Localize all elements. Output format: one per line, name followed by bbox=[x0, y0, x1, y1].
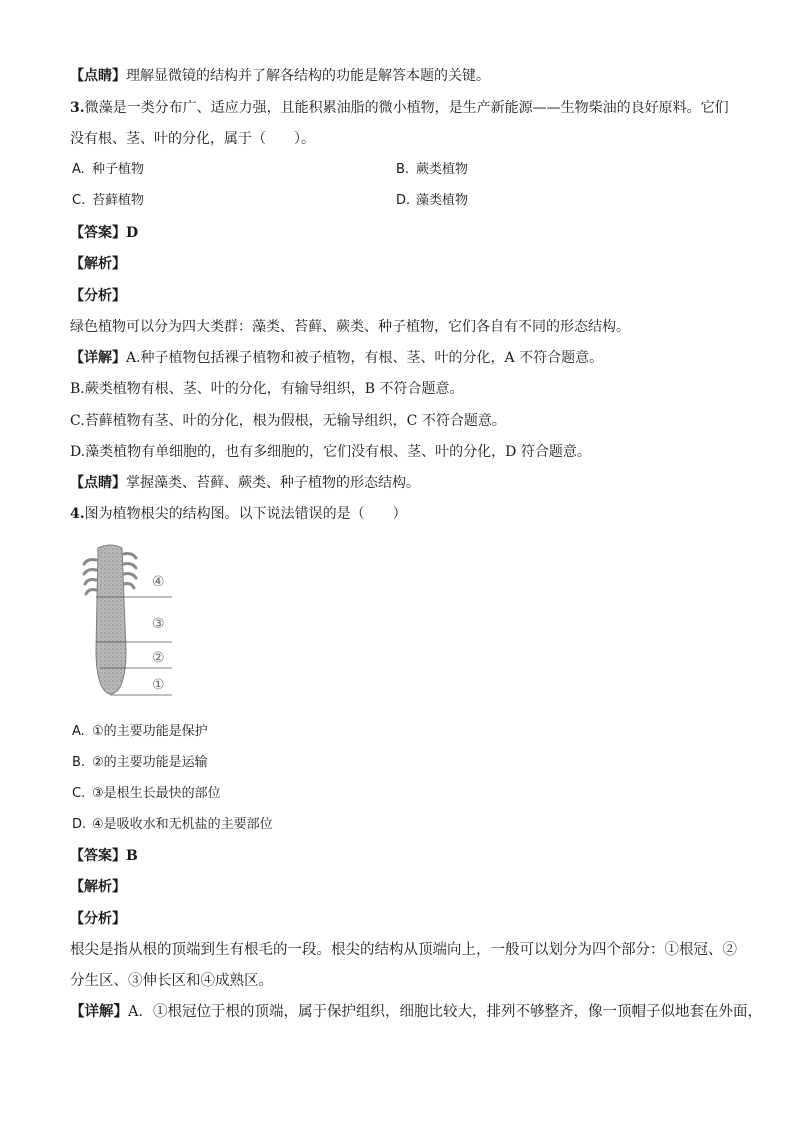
fenxi-text: 绿色植物可以分为四大类群：藻类、苔藓、蕨类、种子植物，它们各自有不同的形态结构。 bbox=[70, 319, 630, 335]
option-letter: D. bbox=[396, 193, 411, 208]
key-point-tag: 【点睛】 bbox=[70, 68, 126, 84]
root-tip-diagram bbox=[80, 540, 200, 705]
detail-a bbox=[70, 1002, 762, 1022]
option-d bbox=[396, 191, 468, 211]
detail-tag: 【详解】 bbox=[70, 1003, 128, 1020]
option-c bbox=[72, 191, 144, 211]
fenxi-text-line2: 分生区、③伸长区和④成熟区。 bbox=[70, 973, 273, 989]
root-body bbox=[96, 545, 126, 694]
option-text: ②的主要功能是运输 bbox=[92, 755, 208, 770]
option-text: 蕨类植物 bbox=[416, 162, 469, 177]
previous-key-point bbox=[70, 66, 730, 86]
label-zone-2: ② bbox=[152, 650, 165, 666]
option-letter: B. bbox=[396, 162, 410, 177]
option-letter: A. bbox=[72, 724, 85, 739]
answer-line bbox=[70, 846, 730, 866]
option-a bbox=[72, 160, 144, 180]
option-text: 种子植物 bbox=[92, 162, 145, 177]
question-4-stem bbox=[70, 504, 730, 524]
detail-text: A．①根冠位于根的顶端，属于保护组织，细胞比较大，排列不够整齐，像一顶帽子似地套在外面， bbox=[128, 1004, 762, 1020]
question-3-stem-line2: 没有根、茎、叶的分化，属于（ ）。 bbox=[70, 131, 315, 147]
option-b bbox=[72, 753, 208, 773]
question-number: 4. bbox=[70, 506, 85, 522]
option-text: ①的主要功能是保护 bbox=[92, 724, 208, 739]
option-letter: D. bbox=[72, 817, 87, 832]
answer-value: B bbox=[126, 848, 138, 864]
key-point-text: 掌握藻类、苔藓、蕨类、种子植物的形态结构。 bbox=[126, 475, 420, 491]
answer-line bbox=[70, 223, 730, 243]
detail-tag: 【详解】 bbox=[70, 350, 126, 366]
option-letter: B. bbox=[72, 755, 86, 770]
analysis-heading: 【解析】 bbox=[70, 256, 126, 272]
key-point-tag: 【点睛】 bbox=[70, 475, 126, 491]
question-number: 3. bbox=[70, 100, 85, 116]
option-a bbox=[72, 722, 208, 742]
detail-d: D.藻类植物有单细胞的，也有多细胞的，它们没有根、茎、叶的分化，D 符合题意。 bbox=[70, 444, 591, 460]
detail-a bbox=[70, 348, 730, 368]
option-letter: C. bbox=[72, 193, 86, 208]
fenxi-text-line1: 根尖是指从根的顶端到生有根毛的一段。根尖的结构从顶端向上，一般可以划分为四个部分：①根冠、② bbox=[70, 942, 737, 958]
option-text: ④是吸收水和无机盐的主要部位 bbox=[92, 817, 273, 832]
option-text: 苔藓植物 bbox=[92, 193, 145, 208]
key-point-text: 理解显微镜的结构并了解各结构的功能是解答本题的关键。 bbox=[126, 68, 490, 84]
detail-text: A.种子植物包括裸子植物和被子植物，有根、茎、叶的分化，A 不符合题意。 bbox=[126, 350, 604, 366]
question-text: 图为植物根尖的结构图。以下说法错误的是（ ） bbox=[84, 506, 407, 522]
option-letter: A. bbox=[72, 162, 85, 177]
analysis-heading: 【解析】 bbox=[70, 879, 126, 895]
answer-value: D bbox=[126, 225, 139, 241]
question-text: 微藻是一类分布广、适应力强，且能积累油脂的微小植物，是生产新能源——生物柴油的良好原料。它们 bbox=[84, 100, 729, 116]
label-zone-3: ③ bbox=[152, 616, 165, 632]
answer-tag: 【答案】 bbox=[70, 225, 126, 241]
option-letter: C. bbox=[72, 786, 86, 801]
label-zone-4: ④ bbox=[152, 574, 165, 590]
option-c bbox=[72, 784, 221, 804]
option-text: 藻类植物 bbox=[416, 193, 469, 208]
option-b bbox=[396, 160, 468, 180]
answer-tag: 【答案】 bbox=[70, 848, 126, 864]
detail-c: C.苔藓植物有茎、叶的分化，根为假根，无输导组织，C 不符合题意。 bbox=[70, 413, 506, 429]
question-3-stem-line1 bbox=[70, 98, 730, 118]
fenxi-heading: 【分析】 bbox=[70, 288, 126, 304]
option-text: ③是根生长最快的部位 bbox=[92, 786, 221, 801]
detail-b: B.蕨类植物有根、茎、叶的分化，有输导组织，B 不符合题意。 bbox=[70, 381, 464, 397]
option-d bbox=[72, 815, 273, 835]
label-zone-1: ① bbox=[152, 677, 165, 693]
fenxi-heading: 【分析】 bbox=[70, 911, 126, 927]
key-point bbox=[70, 473, 730, 493]
